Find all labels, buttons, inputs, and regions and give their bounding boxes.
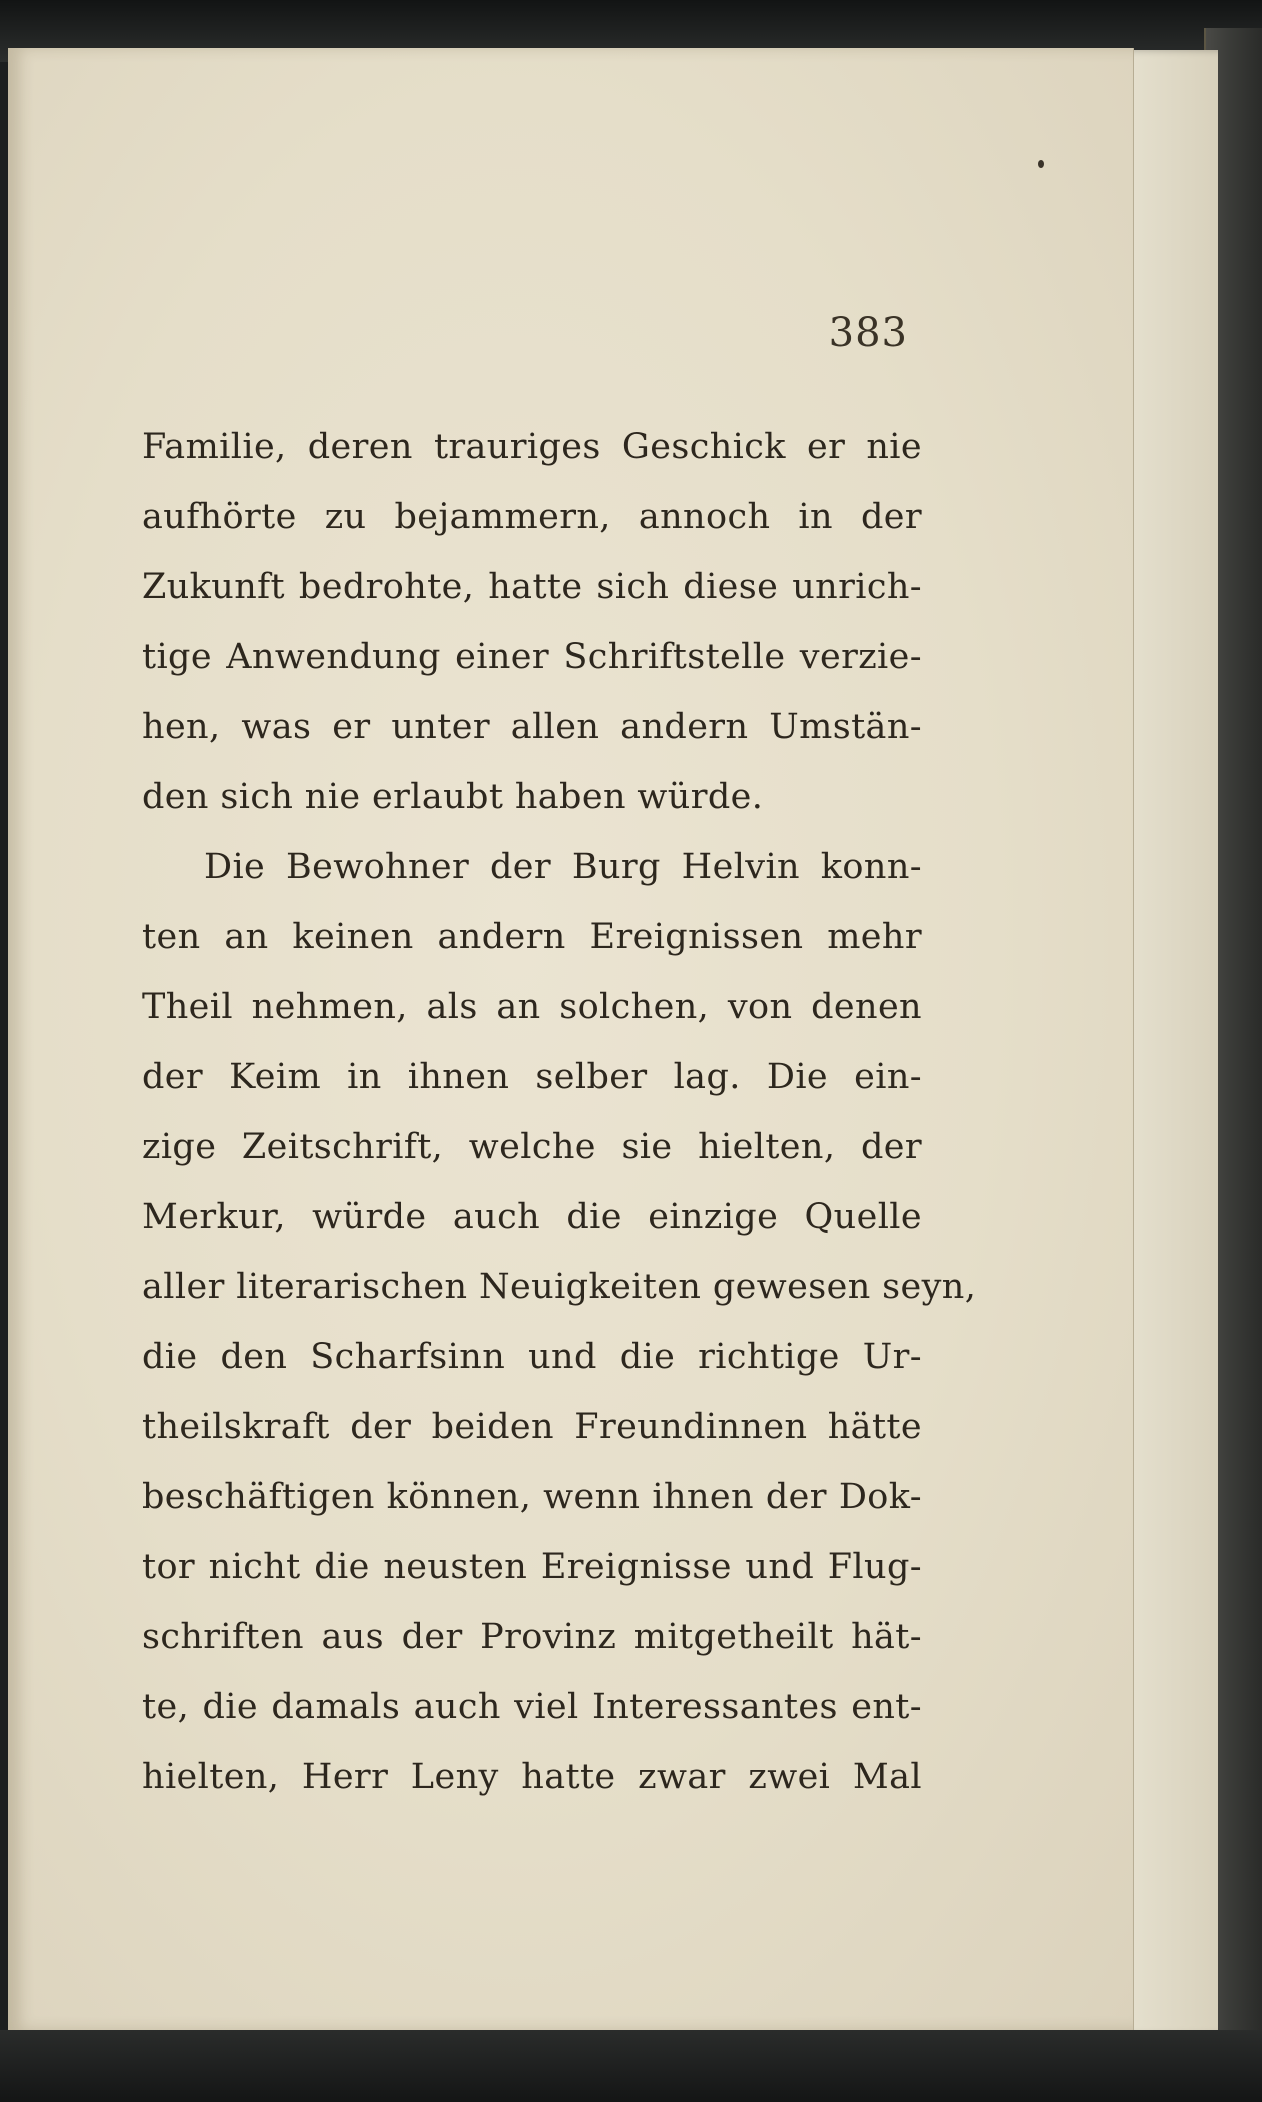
text-line: schriften aus der Provinz mitgetheilt hät- (142, 1617, 922, 1657)
text-line: die den Scharfsinn und die richtige Ur- (142, 1337, 922, 1377)
text-line: beschäftigen können, wenn ihnen der Dok- (142, 1477, 922, 1517)
text-line: aufhörte zu bejammern, annoch in der (142, 497, 922, 537)
text-line: Theil nehmen, als an solchen, von denen (142, 987, 922, 1027)
text-line: theilskraft der beiden Freundinnen hätte (142, 1407, 922, 1447)
text-line: ten an keinen andern Ereignissen mehr (142, 917, 922, 957)
text-line: Die Bewohner der Burg Helvin konn- (204, 847, 922, 887)
text-line: zige Zeitschrift, welche sie hielten, der (142, 1127, 922, 1167)
text-line: den sich nie erlaubt haben würde. (142, 777, 764, 817)
ink-speck (1038, 160, 1044, 168)
book-cover-bottom-edge (0, 2030, 1262, 2102)
text-line: Merkur, würde auch die einzige Quelle (142, 1197, 922, 1237)
text-line: tor nicht die neusten Ereignisse und Flug- (142, 1547, 922, 1587)
text-line: aller literarischen Neuigkeiten gewesen seyn, (142, 1267, 977, 1307)
text-line: te, die damals auch viel Interessantes ent- (142, 1687, 922, 1727)
book-page (8, 48, 1134, 2030)
text-line: der Keim in ihnen selber lag. Die ein- (142, 1057, 922, 1097)
page-number: 383 (828, 310, 908, 356)
text-line: Zukunft bedrohte, hatte sich diese unrich- (142, 567, 922, 607)
text-line: tige Anwendung einer Schriftstelle verzie- (142, 637, 922, 677)
text-line: hen, was er unter allen andern Umstän- (142, 707, 922, 747)
text-line: Familie, deren trauriges Geschick er nie (142, 427, 922, 467)
text-line: hielten, Herr Leny hatte zwar zwei Mal (142, 1757, 922, 1797)
